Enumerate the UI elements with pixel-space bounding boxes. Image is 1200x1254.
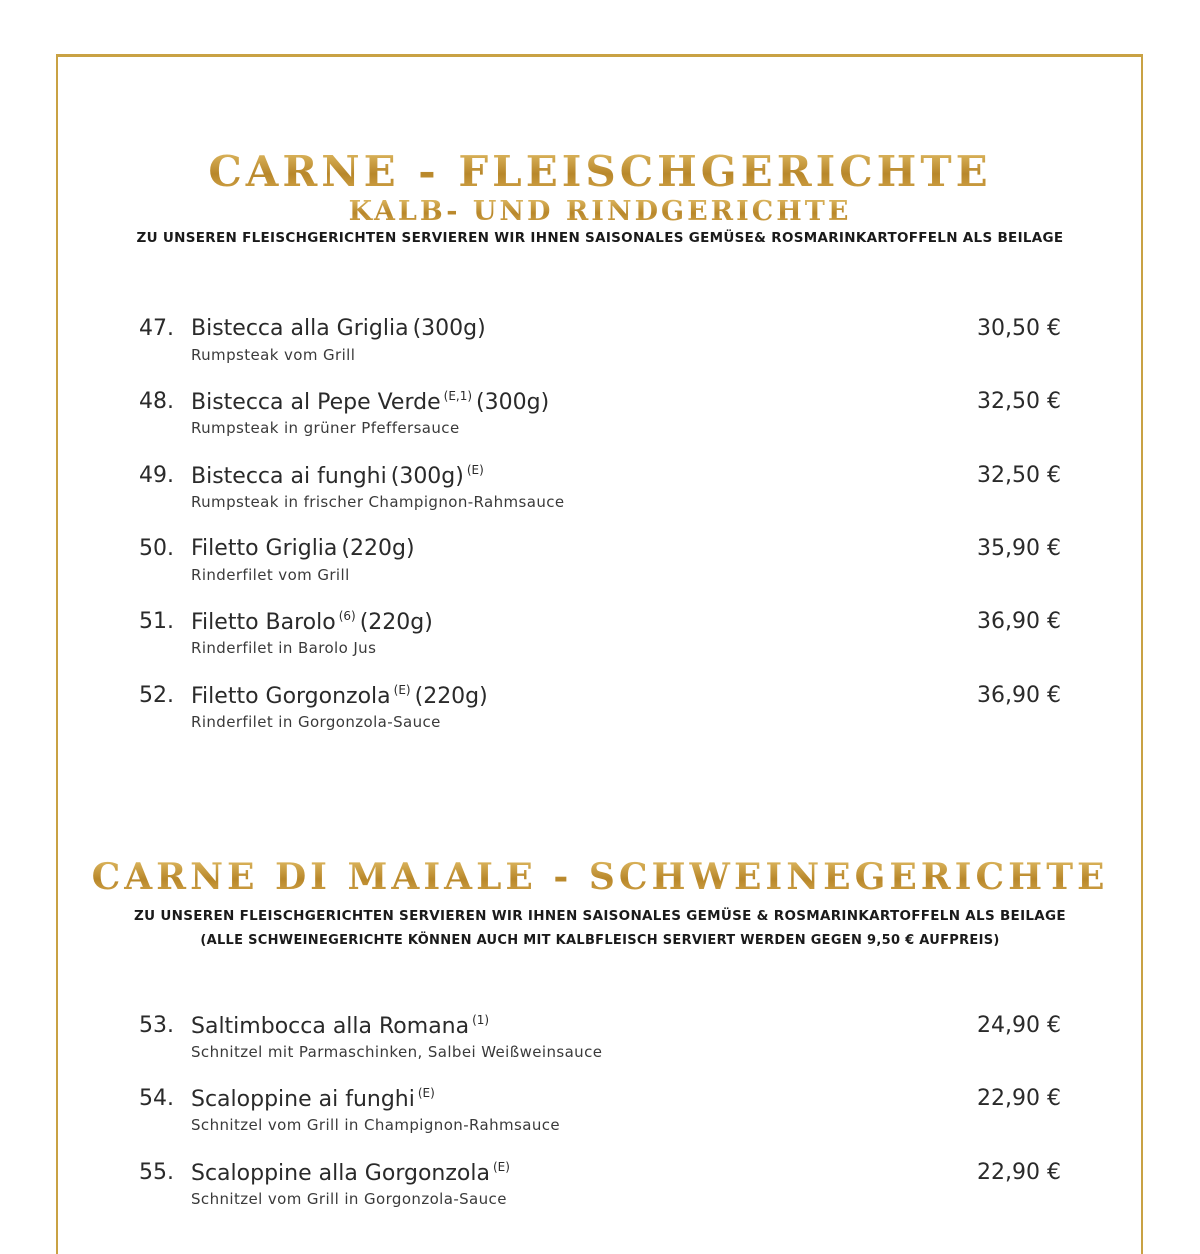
item-name-line <box>191 609 433 635</box>
allergen-note: (E) <box>417 1086 435 1100</box>
item-description: Rumpsteak in frischer Champignon-Rahmsauce <box>191 493 565 511</box>
item-price: 35,90 € <box>977 536 1061 561</box>
item-name-line <box>191 1086 435 1112</box>
item-number: 47. <box>139 316 174 341</box>
item-number: 48. <box>139 389 174 414</box>
menu-item <box>0 316 1200 376</box>
menu-item <box>0 609 1200 669</box>
menu-item <box>0 1086 1200 1146</box>
section-title-maiale: CARNE DI MAIALE - SCHWEINEGERICHTE <box>0 856 1200 898</box>
item-name: Bistecca ai funghi <box>191 464 387 489</box>
item-number: 53. <box>139 1013 174 1038</box>
item-name: Filetto Griglia <box>191 536 338 561</box>
item-number: 54. <box>139 1086 174 1111</box>
item-size: (300g) <box>390 464 464 489</box>
item-price: 36,90 € <box>977 683 1061 708</box>
item-name-line <box>191 536 415 561</box>
item-size: (220g) <box>359 610 433 635</box>
item-number: 50. <box>139 536 174 561</box>
item-price: 32,50 € <box>977 463 1061 488</box>
item-description: Rinderfilet vom Grill <box>191 566 350 584</box>
item-size: (220g) <box>414 684 488 709</box>
menu-item <box>0 536 1200 596</box>
item-description: Schnitzel vom Grill in Champignon-Rahmsauce <box>191 1116 560 1134</box>
menu-item <box>0 389 1200 449</box>
item-description: Rumpsteak vom Grill <box>191 346 356 364</box>
section-note-surcharge: (ALLE SCHWEINEGERICHTE KÖNNEN AUCH MIT KALBFLEISCH SERVIERT WERDEN GEGEN 9,50 € AUFPREIS) <box>200 933 1000 948</box>
menu-item <box>0 463 1200 523</box>
item-name-line <box>191 1013 489 1039</box>
item-description: Rinderfilet in Gorgonzola-Sauce <box>191 713 441 731</box>
item-name-line <box>191 463 484 489</box>
item-number: 55. <box>139 1160 174 1185</box>
item-name: Scaloppine alla Gorgonzola <box>191 1161 490 1186</box>
item-description: Rinderfilet in Barolo Jus <box>191 639 377 657</box>
item-name: Filetto Gorgonzola <box>191 684 391 709</box>
item-description: Schnitzel mit Parmaschinken, Salbei Weißweinsauce <box>191 1043 603 1061</box>
item-name-line <box>191 1160 510 1186</box>
item-name-line <box>191 316 486 341</box>
section-subtitle-kalb-rind: KALB- UND RINDGERICHTE <box>0 196 1200 227</box>
item-number: 49. <box>139 463 174 488</box>
item-price: 24,90 € <box>977 1013 1061 1038</box>
allergen-note: (E) <box>466 463 484 477</box>
menu-item <box>0 683 1200 743</box>
item-name: Bistecca al Pepe Verde <box>191 390 441 415</box>
section-note: ZU UNSEREN FLEISCHGERICHTEN SERVIEREN WIR IHNEN SAISONALES GEMÜSE& ROSMARINKARTOFFELN ALS BEILAGE <box>136 230 1064 246</box>
item-price: 32,50 € <box>977 389 1061 414</box>
item-name-line <box>191 389 549 415</box>
item-description: Schnitzel vom Grill in Gorgonzola-Sauce <box>191 1190 507 1208</box>
allergen-note: (1) <box>472 1013 490 1027</box>
item-size: (300g) <box>412 316 486 341</box>
allergen-note: (E,1) <box>443 389 473 403</box>
item-size: (300g) <box>476 390 550 415</box>
item-price: 22,90 € <box>977 1086 1061 1111</box>
item-name: Filetto Barolo <box>191 610 336 635</box>
item-price: 22,90 € <box>977 1160 1061 1185</box>
item-name: Bistecca alla Griglia <box>191 316 409 341</box>
item-description: Rumpsteak in grüner Pfeffersauce <box>191 419 460 437</box>
item-price: 36,90 € <box>977 609 1061 634</box>
item-name-line <box>191 683 488 709</box>
allergen-note: (E) <box>393 683 411 697</box>
allergen-note: (E) <box>492 1160 510 1174</box>
item-name: Scaloppine ai funghi <box>191 1087 415 1112</box>
allergen-note: (6) <box>338 609 356 623</box>
menu-item <box>0 1160 1200 1220</box>
menu-item <box>0 1013 1200 1073</box>
item-price: 30,50 € <box>977 316 1061 341</box>
section-title-carne: CARNE - FLEISCHGERICHTE <box>0 147 1200 196</box>
item-size: (220g) <box>341 536 415 561</box>
item-name: Saltimbocca alla Romana <box>191 1014 470 1039</box>
item-number: 51. <box>139 609 174 634</box>
item-number: 52. <box>139 683 174 708</box>
section-note: ZU UNSEREN FLEISCHGERICHTEN SERVIEREN WIR IHNEN SAISONALES GEMÜSE & ROSMARINKARTOFFELN ALS BEILAGE <box>134 908 1066 924</box>
